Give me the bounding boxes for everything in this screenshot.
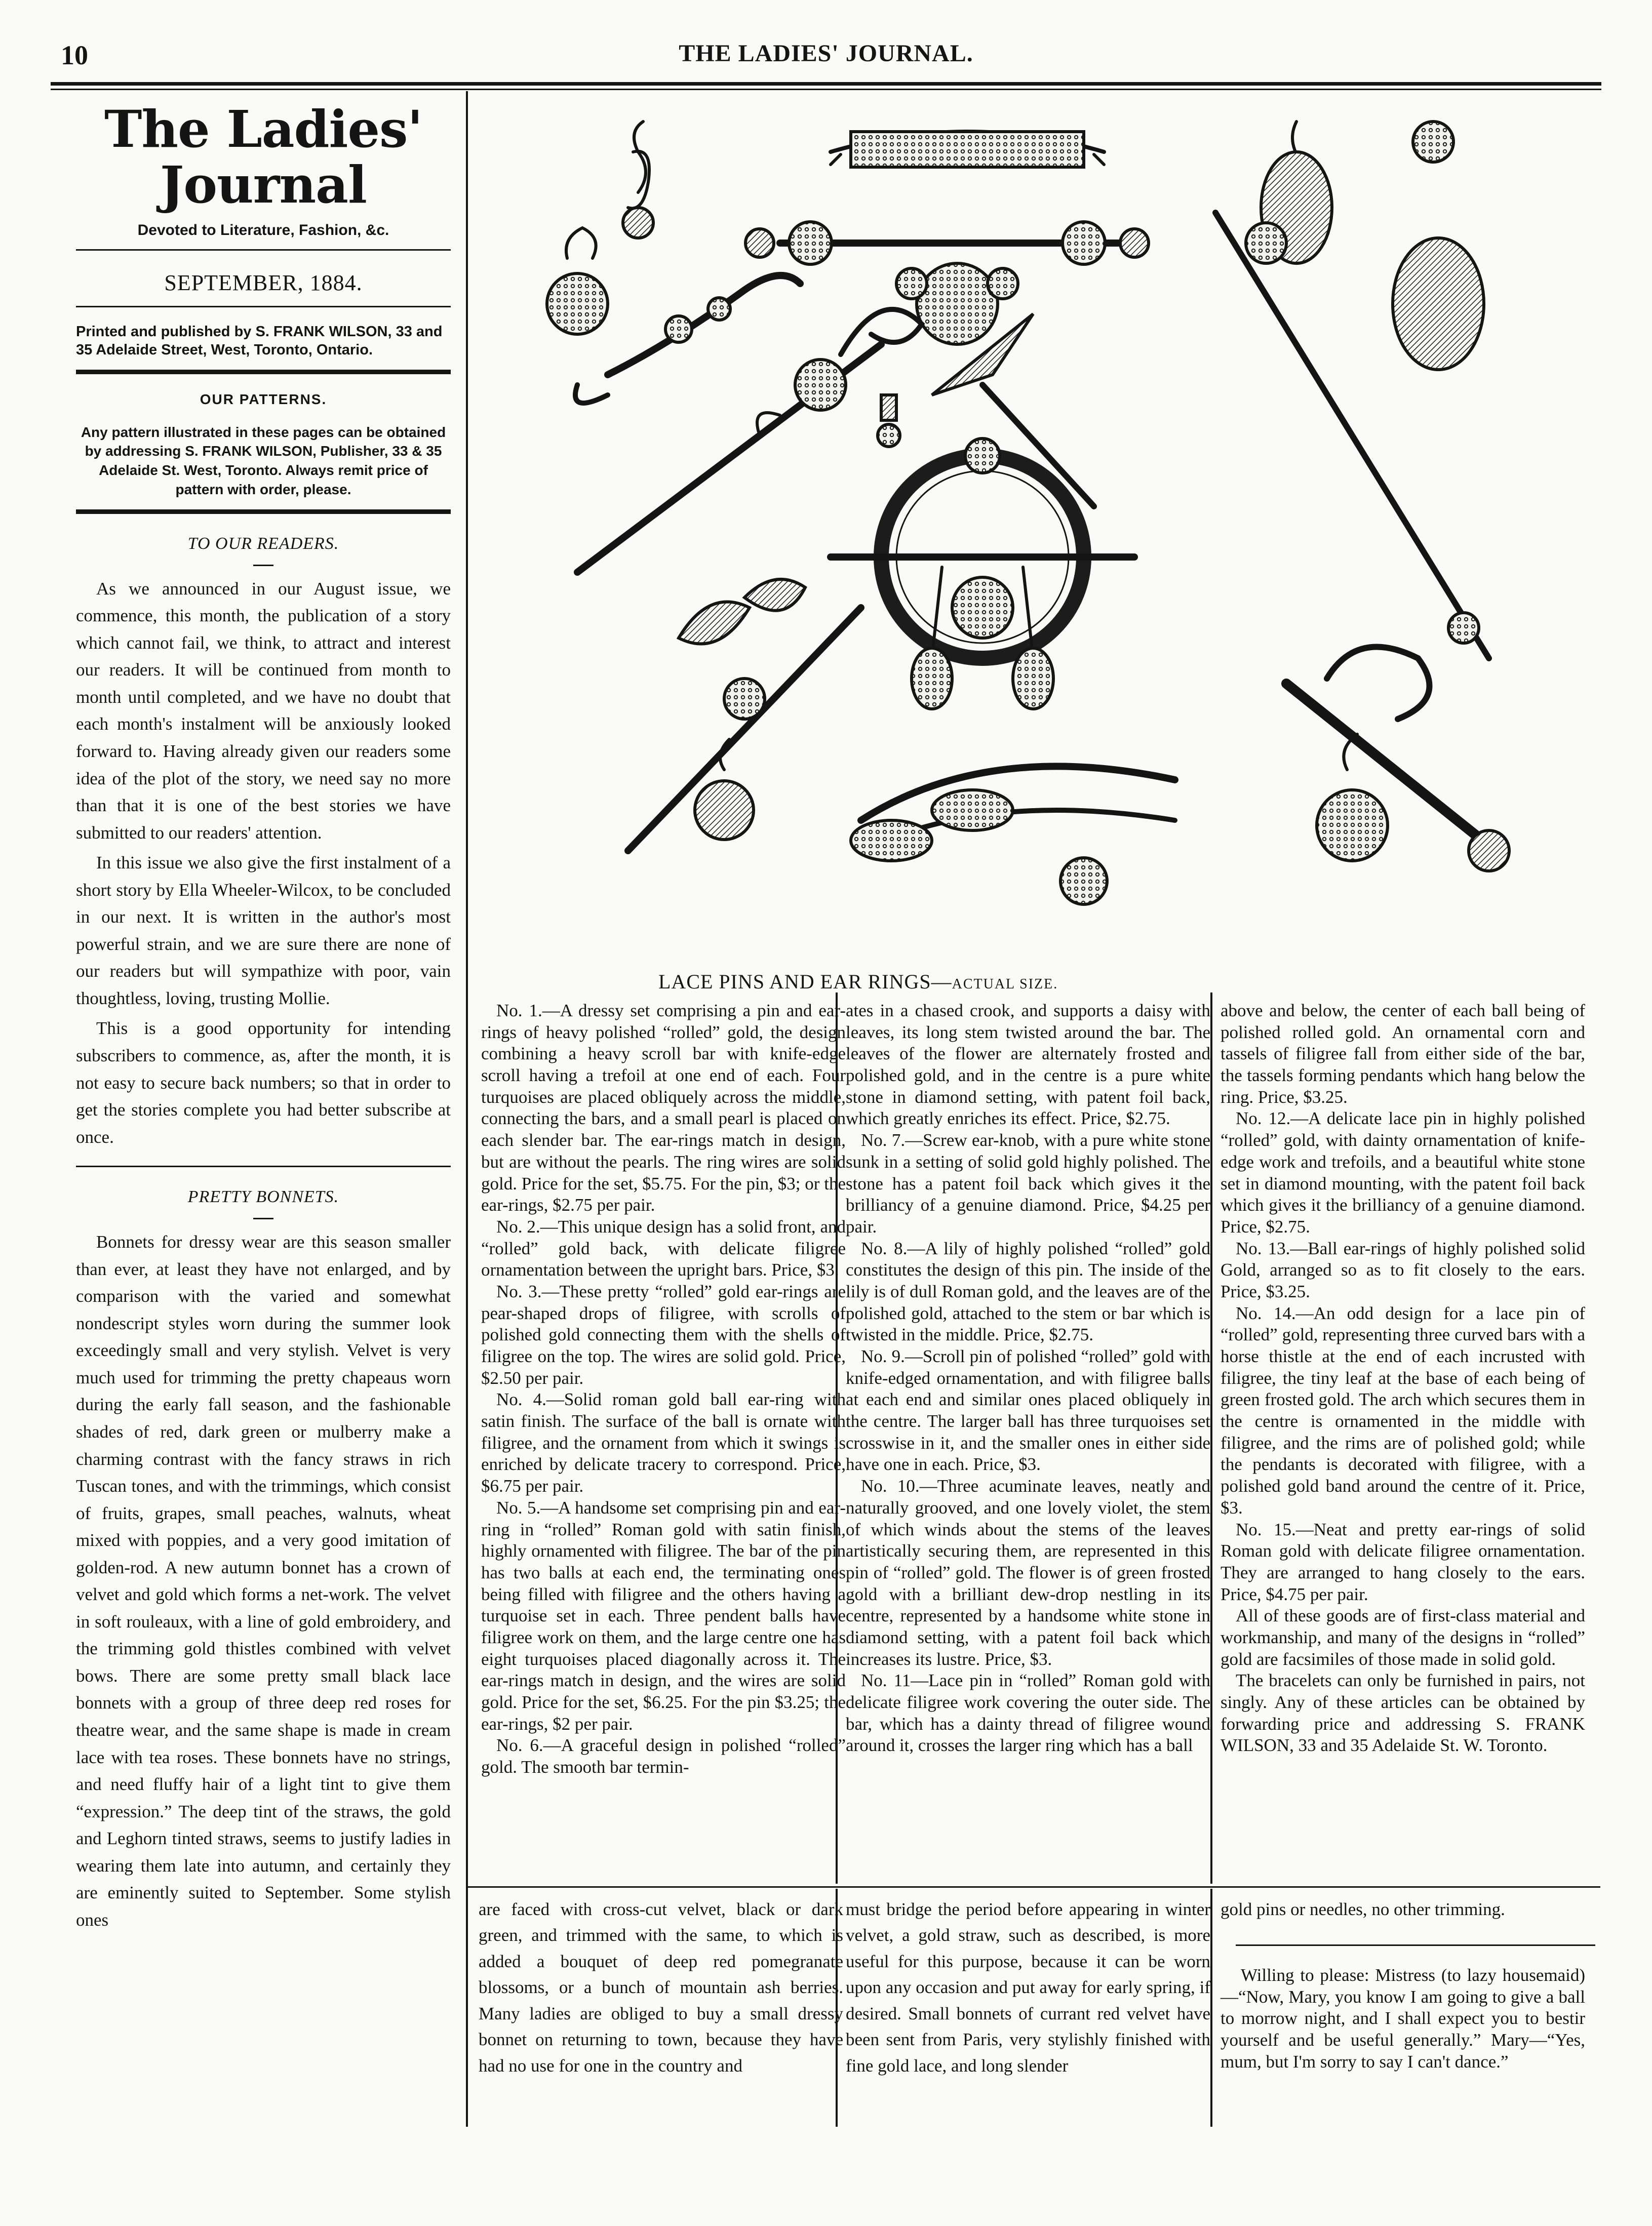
item-description: No. 2.—This unique design has a solid front, and “rolled” gold back, with delicate filigree ornamentation between the upright bars. Price, $3. [481,1216,846,1280]
item-description: No. 10.—Three acuminate leaves, neatly and naturally grooved, and one lovely violet, the stem of which winds about the stems of the leaves artistically securing them, are represented in this pin of “rolled” gold. The flower is of green frosted gold with a brilliant dew-drop nestling in its centre, represented by a handsome white stone in diamond setting, with a patent foil back which increases its lustre. Price, $3. [846,1476,1210,1669]
paragraph: As we announced in our August issue, we commence, this month, the publication of a story which cannot fail, we think, to attract and interest our readers. It will be continued from month to month until completed, and we have no doubt that each month's instalment will be anxiously looked forward to. Having already given our readers some idea of the plot of the story, we need say no more than that it is one of the best stories we have submitted to our readers' attention. [76,578,451,843]
masthead-title: The Ladies' Journal [104,99,423,215]
item-description: No. 6.—A graceful design in polished “rolled” gold. The smooth bar termin- [481,1735,846,1777]
joke-willing-to-please [1221,1965,1585,2073]
item-description: No. 4.—Solid roman gold ball ear-ring with satin finish. The surface of the ball is ornate with filigree, and the ornament from which it swings is enriched by delicate tracery to correspond. Price, $6.75 per pair. [481,1389,846,1496]
running-title: THE LADIES' JOURNAL. [679,40,973,67]
running-head [51,39,1601,75]
item-description: No. 11—Lace pin in “rolled” Roman gold with delicate filigree work covering the outer side. The bar, which has a dainty thread of filigree wound around it, crosses the larger ring which has a ball [846,1671,1210,1756]
caption-title: LACE PINS AND EAR RINGS [658,970,931,993]
item-description: No. 7.—Screw ear-knob, with a pure white stone sunk in a setting of solid gold highly polished. The stone has a patent foil back which gives it the brilliancy of a genuine diamond. Price, $4.25 per pair. [846,1130,1210,1237]
header-rule-thin [51,89,1601,90]
left-column [76,101,451,1933]
item-description: ates in a chased crook, and supports a daisy with leaves, its long stem twisted around the bar. The leaves of the flower are alternately frosted and polished gold, and in the centre is a pure white stone in diamond setting, with patent foil back, which greatly enriches its effect. Price, $2.75. [846,1001,1210,1129]
item-description: No. 13.—Ball ear-rings of highly polished solid Gold, arranged so as to fit closely to the ears. Price, $3.25. [1221,1238,1585,1301]
masthead-rule [76,249,451,251]
description-column-4 [1221,1000,1585,1757]
date-rule [76,306,451,307]
daisy-pin-6 [577,309,922,572]
item-description: No. 3.—These pretty “rolled” gold ear-rings are pear-shaped drops of filigree, with scrolls of polished gold connecting them with the shells of filigree on the top. The wires are solid gold. Price, $2.50 per pair. [481,1281,846,1388]
paragraph: are faced with cross-cut velvet, black or dark green, and trimmed with the same, to which is added a bouquet of deep red pomegranate blossoms, or a bunch of mountain ash berries. Many ladies are obliged to buy a small dressy bonnet on returning to town, because they have had no use for one in the country and [479,1899,843,2076]
publisher-info: Printed and published by S. FRANK WILSON, 33 and 35 Adelaide Street, West, Toronto, Ontario. [76,324,443,359]
column-divider [1210,1889,1212,2127]
to-our-readers-body [76,575,451,1150]
ring-lace-pin-11 [831,439,1134,709]
scroll-pin-1 [575,275,800,403]
section-rule [466,1886,1600,1888]
illustration-caption: LACE PINS AND EAR RINGS—ACTUAL SIZE. [658,970,1058,993]
patterns-end-rule [76,509,451,514]
bonnets-continuation-4 [1221,1896,1585,1922]
jewelry-illustration [527,91,1529,952]
to-our-readers-heading: TO OUR READERS. [187,534,339,553]
item-description: No. 9.—Scroll pin of polished “rolled” gold with knife-edged ornamentation, and with filigree balls at each end and similar ones placed obliquely in the centre. The larger ball has three turquoises set crosswise in it, and the smaller ones in either side have one in each. Price, $3. [846,1346,1210,1475]
pretty-bonnets-body [76,1228,451,1933]
item-description: No. 5.—A handsome set comprising pin and ear-ring in “rolled” Roman gold with satin finish, highly ornamented with filigree. The bar of the pin has two balls at each end, the terminating ones being filled with filigree and the others having a turquoise set in each. Three pendent balls have filigree work on them, and the large centre one has eight turquoises placed diagonally across it. The ear-rings match in design, and the wires are solid gold. Price for the set, $6.25. For the pin $3.25; the ear-rings, $2 per pair. [481,1497,846,1734]
item-description: above and below, the center of each ball being of polished rolled gold. An ornamental corn and tassels of filigree fall from either side of the bar, the tassels forming pendants which hang below the ring. Price, $3.25. [1221,1001,1585,1107]
item-description: No. 12.—A delicate lace pin in highly polished “rolled” gold, with dainty ornamentation of knife-edge work and trefoils, and a beautiful white stone set in diamond mounting, with the patent foil back which gives it the brilliancy of a genuine diamond. Price, $2.75. [1221,1108,1585,1237]
item-description: No. 8.—A lily of highly polished “rolled” gold constitutes the design of this pin. The inside of the lily is of dull Roman gold, and the leaves are of the polished gold, attached to the stem or bar which is twisted in the middle. Price, $2.75. [846,1238,1210,1345]
paragraph: Bonnets for dressy wear are this season smaller than ever, at least they have not enlarged, and by comparison with the varied and somewhat nondescript styles worn during the summer look exceedingly small and very stylish. Velvet is very much used for trimming the pretty chapeaus worn during the early fall season, and the fashionable shades of red, dark green or mulberry make a charming contrast with the fancy straws in rich Tuscan tones, and with the trimmings, which consist of fruits, grapes, small peaches, walnuts, wheat mixed with poppies, and a very good imitation of golden-rod. A new autumn bonnet has a crown of velvet and gold which forms a net-work. The velvet in soft rouleaux, with a line of gold embroidery, and the trimming gold thistles combined with velvet bows. There are some pretty small black lace bonnets with a group of three deep red roses for theatre wear, and the same shape is made in cream lace with tea roses. These bonnets have no strings, and need fluffy hair of a light tint to give them “expression.” The deep tint of the straws, the gold and Leghorn tinted straws, seems to justify ladies in wearing them late into autumn, and certainly they are eminently suited to September. Some stylish ones [76,1232,451,1930]
thistle-pin-14 [851,766,1175,904]
earring-ball-4 [547,228,608,334]
caption-note: ACTUAL SIZE. [952,976,1058,992]
description-column-2 [481,1000,846,1778]
bonnets-continuation-3 [846,1896,1210,2079]
description-column-3 [846,1000,1210,1757]
pretty-bonnets-heading: PRETTY BONNETS. [187,1187,339,1207]
issue-date: SEPTEMBER, 1884. [164,270,363,295]
jewelry-engraving [527,91,1529,952]
column-divider [1210,992,1212,1884]
masthead-tagline: Devoted to Literature, Fashion, &c. [137,222,389,238]
section-rule [76,1166,451,1167]
paragraph: In this issue we also give the first instalment of a short story by Ella Wheeler-Wilcox, to be concluded in our next. It is written in the author's most powerful strain, and we are sure there are none of our readers but will sympathize with poor, vain thoughtless, loving, trusting Mollie. [76,853,451,1008]
ear-knob-7 [878,395,900,447]
heading-dash [253,565,273,566]
heading-dash [253,1218,273,1219]
column-divider [466,91,468,2127]
paragraph: gold pins or needles, no other trimming. [1221,1899,1505,1919]
earring-1 [623,122,653,238]
earring-3 [1261,122,1484,370]
ball-bar-pin-5 [745,222,1149,344]
our-patterns-text: Any pattern illustrated in these pages can be obtained by addressing S. FRANK WILSON, Publisher, 33 & 35 Adelaide St. West, Toronto. Always remit price of pattern with order, please. [81,424,446,497]
filigree-bar-brooch-2 [831,132,1104,167]
joke-rule [1236,1944,1595,1946]
patterns-rule [76,370,451,374]
page-number: 10 [61,40,88,70]
item-description: No. 1.—A dressy set comprising a pin and ear-rings of heavy polished “rolled” gold, the design combining a heavy scroll bar with knife-edge scroll having a trefoil at one end of each. Four turquoises are placed obliquely across the middle, connecting the bars, and a small pearl is placed on each slender bar. The ear-rings match in design, but are without the pearls. The ring wires are solid gold. Price for the set, $5.75. For the pin, $3; or the ear-rings, $2.75 per pair. [481,1001,846,1215]
item-description: No. 14.—An odd design for a lace pin of “rolled” gold, representing three curved bars with a horse thistle at the end of each incrusted with filigree, the tiny leaf at the base of each being of green frosted gold. The arch which secures them in the centre is ornamented in the middle with filigree, and the rims are of polished gold; while the pendants is decorated with filigree, with a polished gold band around the centre of it. Price, $3. [1221,1303,1585,1518]
item-description: No. 15.—Neat and pretty ear-rings of solid Roman gold with delicate filigree ornamentation. They are arranged to hang closely to the ears. Price, $4.75 per pair. [1221,1519,1585,1604]
paragraph: This is a good opportunity for intending subscribers to commence, as, after the month, it is not easy to secure back numbers; so that in order to get the stories complete you had better subscribe at once. [76,1018,451,1147]
bonnets-continuation-2 [479,1896,843,2079]
item-description: All of these goods are of first-class material and workmanship, and many of the designs in “rolled” gold are facsimiles of those made in solid gold. [1221,1606,1585,1669]
item-description: The bracelets can only be furnished in pairs, not singly. Any of these articles can be obtained by forwarding price and addressing S. FRANK WILSON, 33 and 35 Adelaide St. W. Toronto. [1221,1671,1585,1756]
joke-text: Willing to please: Mistress (to lazy housemaid)—“Now, Mary, you know I am going to give a ball to morrow night, and I shall expect you to bestir yourself and be useful generally.” Mary—“Yes, mum, but I'm sorry to say I can't dance.” [1221,1965,1585,2072]
header-rule [51,82,1601,86]
our-patterns-heading: OUR PATTERNS. [200,391,327,407]
paragraph: must bridge the period before appearing in winter velvet, a gold straw, such as described, is more useful for this purpose, because it can be worn upon any occasion and put away for early spring, if desired. Small bonnets of currant red velvet have been sent from Paris, very stylishly finished with fine gold lace, and long slender [846,1899,1210,2076]
